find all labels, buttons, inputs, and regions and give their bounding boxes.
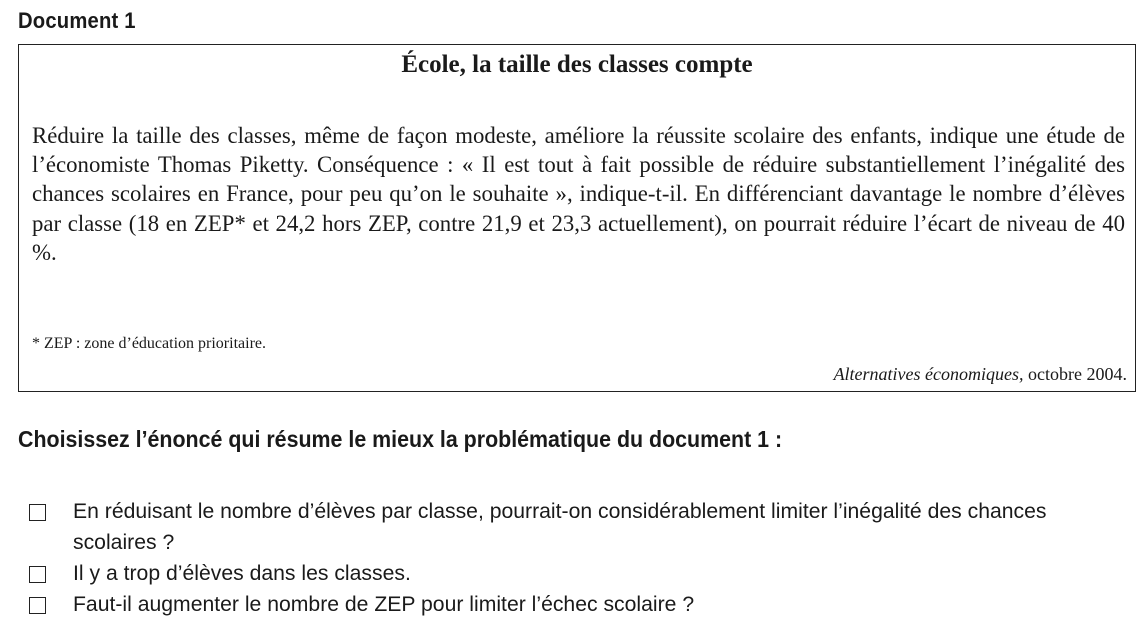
answer-option-label: En réduisant le nombre d’élèves par classe, pourrait-on considérablement limiter l’inégalité des chances scolaires ? <box>73 499 1047 554</box>
source-journal: Alternatives économiques, <box>833 364 1024 384</box>
answer-option-label: Il y a trop d’élèves dans les classes. <box>73 561 411 585</box>
document-title: École, la taille des classes compte <box>401 51 753 78</box>
document-footnote: * ZEP : zone d’éducation prioritaire. <box>32 335 266 352</box>
checkbox-icon[interactable] <box>29 566 46 583</box>
source-date: octobre 2004. <box>1023 364 1127 384</box>
answer-option-label: Faut-il augmenter le nombre de ZEP pour limiter l’échec scolaire ? <box>73 592 695 616</box>
checkbox-icon[interactable] <box>29 597 46 614</box>
question-prompt: Choisissez l’énoncé qui résume le mieux la problématique du document 1 : <box>18 426 783 452</box>
answer-option-2[interactable] <box>29 558 1129 589</box>
checkbox-icon[interactable] <box>29 504 46 521</box>
answer-options <box>29 496 1129 620</box>
answer-option-1[interactable] <box>29 496 1129 558</box>
document-source <box>834 364 1127 385</box>
document-paragraph: Réduire la taille des classes, même de façon modeste, améliore la réussite scolaire des enfants, indique une étude de l’économiste Thomas Piketty. Conséquence : « Il est tout à fait possible de réduire substantiellement l’inégalité des chances scolaires en France, pour peu qu’on le souhaite », indique-t-il. En différenciant davantage le nombre d’élèves par classe (18 en ZEP* et 24,2 hors ZEP, contre 21,9 et 23,3 actuellement), on pourrait réduire l’écart de niveau de 40 %. <box>32 123 1125 265</box>
document-heading: Document 1 <box>18 8 136 33</box>
answer-option-3[interactable] <box>29 589 1129 620</box>
document-box <box>18 44 1136 392</box>
